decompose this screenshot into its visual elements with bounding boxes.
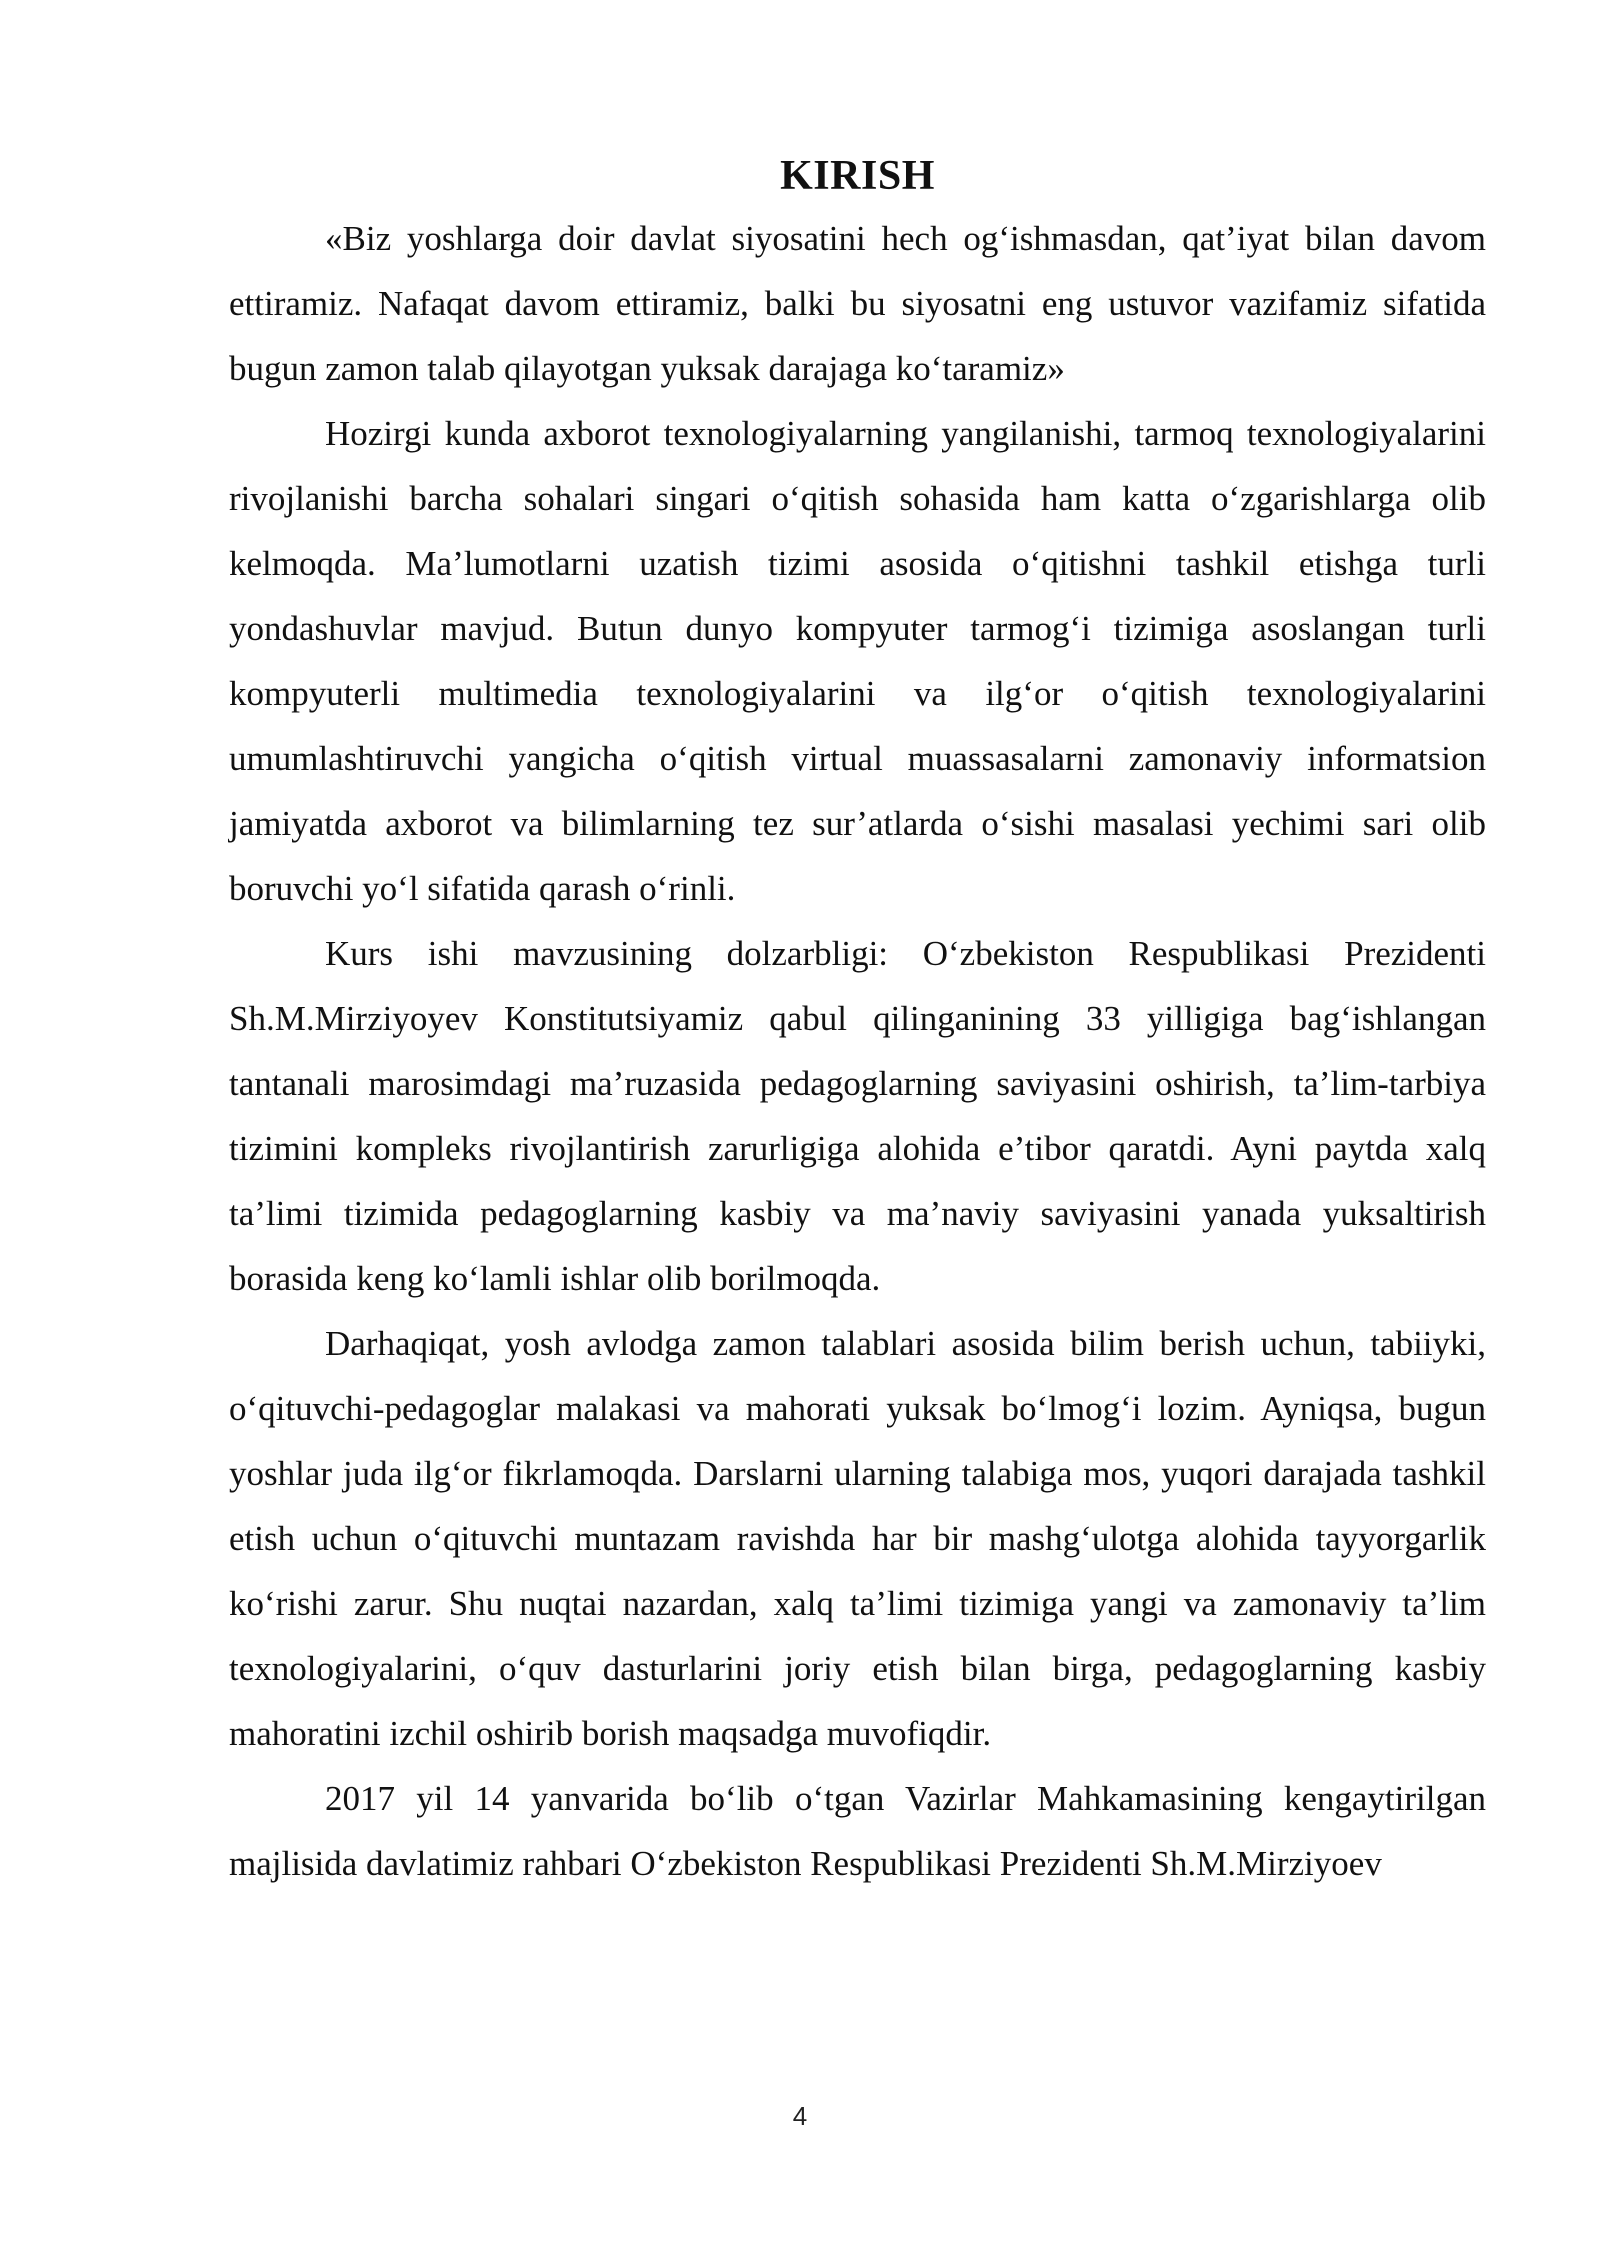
body-paragraph-meeting: 2017 yil 14 yanvarida bo‘lib o‘tgan Vazirlar Mahkamasining kengaytirilgan majlisida davlatimiz rahbari O‘zbekiston Respublikasi Prezidenti Sh.M.Mirziyoev xyxy=(229,1779,1486,1883)
body-paragraph-relevance: Kurs ishi mavzusining dolzarbligi: O‘zbekiston Respublikasi Prezidenti Sh.M.Mirziyoyev Konstitutsiyamiz qabul qilinganining 33 yilligiga bag‘ishlangan tantanali marosimdagi ma’ruzasida pedagoglarning saviyasini oshirish, ta’lim-tarbiya tizimini kompleks rivojlantirish zarurligiga alohida e’tibor qaratdi. Ayni paytda xalq ta’limi tizimida pedagoglarning kasbiy va ma’naviy saviyasini yanada yuksaltirish borasida keng ko‘lamli ishlar olib borilmoqda. xyxy=(229,934,1486,1298)
page-body xyxy=(229,146,1486,1896)
section-heading: KIRISH xyxy=(780,153,935,199)
page-number: 4 xyxy=(792,2101,808,2131)
body-paragraph-technology: Hozirgi kunda axborot texnologiyalarning yangilanishi, tarmoq texnologiyalarini rivojlanishi barcha sohalari singari o‘qitish sohasida ham katta o‘zgarishlarga olib kelmoqda. Ma’lumotlarni uzatish tizimi asosida o‘qitishni tashkil etishga turli yondashuvlar mavjud. Butun dunyo kompyuter tarmog‘i tizimiga asoslangan turli kompyuterli multimedia texnologiyalarini va ilg‘or o‘qitish texnologiyalarini umumlashtiruvchi yangicha o‘qitish virtual muassasalarni zamonaviy informatsion jamiyatda axborot va bilimlarning tez sur’atlarda o‘sishi masalasi yechimi sari olib boruvchi yo‘l sifatida qarash o‘rinli. xyxy=(229,414,1486,908)
quote-paragraph: «Biz yoshlarga doir davlat siyosatini hech og‘ishmasdan, qat’iyat bilan davom ettiramiz. Nafaqat davom ettiramiz, balki bu siyosatni eng ustuvor vazifamiz sifatida bugun zamon talab qilayotgan yuksak darajaga ko‘taramiz» xyxy=(229,219,1486,388)
body-paragraph-teachers: Darhaqiqat, yosh avlodga zamon talablari asosida bilim berish uchun, tabiiyki, o‘qituvchi-pedagoglar malakasi va mahorati yuksak bo‘lmog‘i lozim. Ayniqsa, bugun yoshlar juda ilg‘or fikrlamoqda. Darslarni ularning talabiga mos, yuqori darajada tashkil etish uchun o‘qituvchi muntazam ravishda har bir mashg‘ulotga alohida tayyorgarlik ko‘rishi zarur. Shu nuqtai nazardan, xalq ta’limi tizimiga yangi va zamonaviy ta’lim texnologiyalarini, o‘quv dasturlarini joriy etish bilan birga, pedagoglarning kasbiy mahoratini izchil oshirib borish maqsadga muvofiqdir. xyxy=(229,1324,1486,1753)
